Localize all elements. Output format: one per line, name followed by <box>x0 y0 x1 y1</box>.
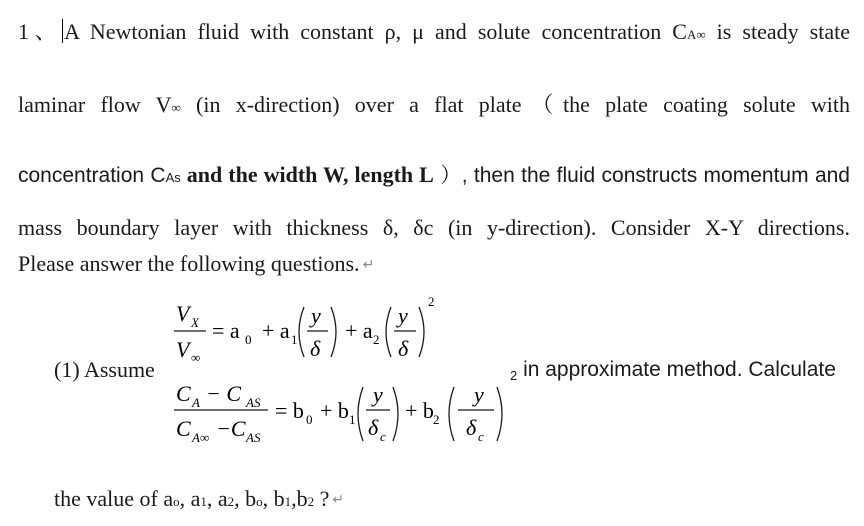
question-line-3 <box>18 162 850 191</box>
eq1-frac1-num: y <box>311 303 321 328</box>
eq2-sub-2: 2 <box>433 412 440 427</box>
question-line-4 <box>18 215 850 241</box>
line4-text: mass boundary layer with thickness δ, δc (in y-direction). Consider X-Y directions. <box>18 215 850 240</box>
line3-text: concentration C <box>18 164 166 187</box>
line1-end: is steady state <box>705 19 850 44</box>
ask-sep: , b <box>262 486 285 511</box>
line5-text: Please answer the following questions. <box>18 251 360 276</box>
ask-sub-b2: 2 <box>307 494 315 509</box>
eq1-frac1-den: δ <box>310 336 321 361</box>
eq1-lhs-den: V <box>176 337 190 362</box>
eq2-sub-1: 1 <box>349 412 356 427</box>
question-number: 1、 <box>18 19 63 44</box>
line1-text: A Newtonian fluid with constant ρ, μ and solute concentration C <box>64 19 687 44</box>
eq1-sub-2: 2 <box>373 332 380 347</box>
ask-sep: , a <box>179 486 201 511</box>
eq2-frac2-den-sub: c <box>478 429 484 444</box>
eq1-plus-a1: + a <box>262 318 290 343</box>
eq2-num-c1: C <box>176 381 191 406</box>
eq2-paren-open-1 <box>358 387 363 441</box>
eq2-den-c1: C <box>176 416 191 441</box>
eq2-num-sub2: AS <box>246 395 261 410</box>
approx-text: in approximate method. Calculate <box>523 358 836 381</box>
question-line-1 <box>18 19 850 48</box>
ask-sub-a2: 2 <box>227 494 235 509</box>
eq2-plus-b1: + b <box>320 398 349 423</box>
eq1-sub-0: 0 <box>245 332 252 347</box>
eq2-frac2-num: y <box>474 382 484 407</box>
line3-bold: and the width W, length L <box>180 162 434 187</box>
eq1-exp: 2 <box>428 294 435 309</box>
eq2-frac2-den: δ <box>466 415 477 440</box>
eq1-lhs-den-sub: ∞ <box>191 350 201 365</box>
eq1-plus-a2: + a <box>345 318 373 343</box>
line2-sub: ∞ <box>171 100 181 115</box>
eq1-sub-1: 1 <box>291 332 298 347</box>
eq2-den-c2: −C <box>216 416 246 441</box>
line2-end: (in x-direction) over a flat plate（the plate coating solute with <box>180 92 850 117</box>
eq2-paren-open-2 <box>449 387 454 441</box>
eq1-paren-open-2 <box>386 307 391 357</box>
eq2-eq-b: = b <box>275 398 304 423</box>
question-line-2 <box>18 92 850 121</box>
eq2-frac1-den-sub: c <box>380 429 386 444</box>
assume-label <box>54 357 155 383</box>
eq1-frac2-den: δ <box>398 336 409 361</box>
ask-sub-a1: 1 <box>200 494 207 509</box>
eq2-plus-b2: + b <box>405 398 434 423</box>
equation-concentration-profile <box>174 381 502 445</box>
ask-question-mark: ? <box>314 486 330 511</box>
question-line-5 <box>18 251 850 278</box>
assume-text: (1) Assume <box>54 357 155 382</box>
return-mark-icon: ↵ <box>362 257 375 273</box>
line3-end: ）, then the fluid constructs momentum and <box>433 164 850 187</box>
approx-text-line <box>510 357 836 389</box>
line1-sub: A∞ <box>686 27 706 42</box>
eq1-paren-close-1 <box>331 307 336 357</box>
ask-sep: , b <box>234 486 257 511</box>
approx-exp-2: 2 <box>510 368 518 383</box>
eq1-lhs-num-sub: X <box>191 315 199 330</box>
eq2-sub-0: 0 <box>306 412 313 427</box>
eq2-paren-close-1 <box>393 387 398 441</box>
ask-sep: , a <box>206 486 228 511</box>
ask-sub-a0: o <box>173 494 180 509</box>
ask-prefix: the value of a <box>54 486 174 511</box>
eq2-den-sub2: AS <box>246 430 261 445</box>
eq1-paren-open-1 <box>299 307 304 357</box>
eq2-frac1-den: δ <box>368 415 379 440</box>
line3-sub: As <box>165 170 181 185</box>
eq2-paren-close-2 <box>497 387 502 441</box>
ask-sub-b0: o <box>256 494 263 509</box>
eq1-frac2-num: y <box>398 303 408 328</box>
ask-sep: ,b <box>291 486 308 511</box>
ask-line <box>54 486 344 515</box>
eq1-lhs-num: V <box>176 301 190 326</box>
eq2-den-sub1: A∞ <box>192 430 210 445</box>
eq1-eq-a: = a <box>212 318 240 343</box>
eq2-frac1-num: y <box>373 382 383 407</box>
eq2-num-c2: − C <box>206 381 242 406</box>
equation-velocity-profile <box>174 294 435 365</box>
eq1-paren-close-2 <box>419 307 424 357</box>
ask-sub-b1: 1 <box>284 494 292 509</box>
line2-text: laminar flow V <box>18 92 172 117</box>
return-mark-icon: ↵ <box>332 492 345 508</box>
eq2-num-sub1: A <box>192 395 200 410</box>
text-cursor <box>62 19 63 43</box>
